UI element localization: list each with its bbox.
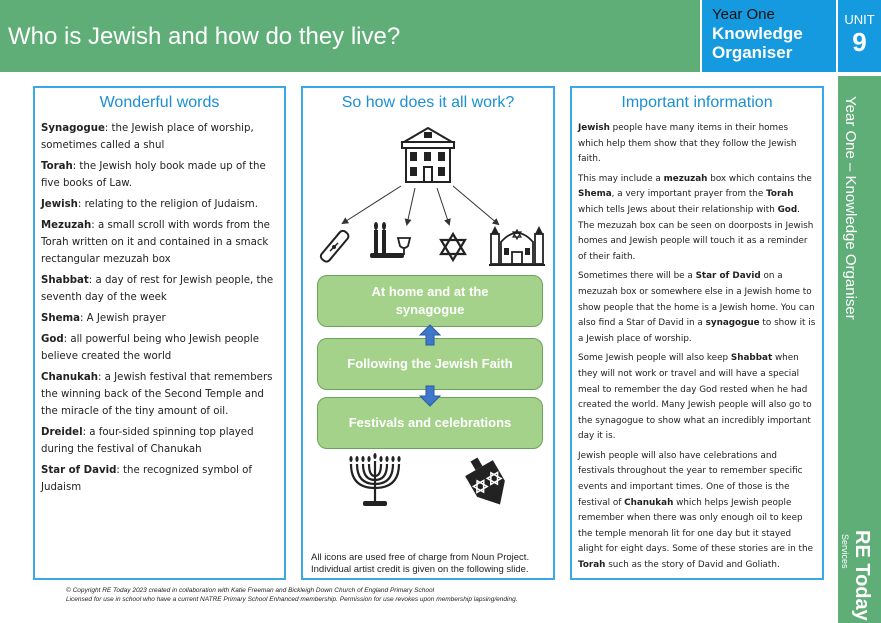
wonderful-words-title: Wonderful words (99, 94, 220, 111)
info-text: which helps Jewish people remember when there was only enough oil to keep the temple menorah lit for one day but it stayed alight for eight days. Some of these stories are in the (578, 497, 813, 555)
info-text: such as the story of David and Goliath. (605, 560, 780, 571)
word-entry (41, 217, 279, 268)
info-keyword: Shabbat (730, 353, 773, 364)
header-bar (0, 0, 700, 72)
word-definition: : all powerful being who Jewish people believe created the world (41, 334, 260, 362)
word-entry (41, 424, 279, 458)
info-text: , a very important prayer from the (611, 189, 767, 200)
info-paragraph (578, 172, 816, 266)
word-entry (41, 462, 279, 496)
info-text: Sometimes there will be a (578, 271, 696, 282)
word-list (41, 120, 279, 500)
up-arrow-icon (419, 324, 441, 346)
info-paragraph (578, 351, 816, 445)
synagogue-icon (489, 220, 545, 266)
info-text: which tells Jews about their relationship with (578, 204, 778, 215)
word-definition: : the Jewish holy book made up of the five books of Law. (41, 161, 266, 189)
word-definition: : a Jewish festival that remembers the winning back of the Second Temple and the miracle of the tiny amount of oil. (41, 372, 273, 417)
word-definition: : a day of rest for Jewish people, the seventh day of the week (41, 275, 274, 303)
word-entry (41, 120, 279, 154)
how-it-works-title: So how does it all work? (341, 94, 515, 111)
shabbat-candles-icon (369, 220, 415, 260)
wonderful-words-panel (33, 86, 286, 580)
page-title: Who is Jewish and how do they live? (8, 23, 401, 50)
word-term: Mezuzah (41, 220, 92, 231)
info-paragraph (578, 121, 816, 168)
footer (66, 586, 518, 604)
word-entry (41, 196, 279, 213)
info-text: Jewish people will also have celebrations and festivals throughout the year to remember specific events and important times. One of those is the festival of (578, 450, 803, 508)
re-today-logo-name: RE Today (851, 530, 873, 621)
unit-badge (838, 0, 881, 72)
copyright-line: © Copyright RE Today 2023 created in collaboration with Katie Freeman and Bickleigh Down Church of England Primary School (66, 587, 435, 594)
info-keyword: mezuzah (663, 173, 708, 184)
how-it-works-panel (301, 86, 555, 580)
year-label: Year One (712, 6, 775, 23)
side-strip (838, 76, 881, 623)
re-today-logo-sub: Services (840, 534, 850, 569)
info-paragraph (578, 269, 816, 347)
info-text: This may include a (578, 173, 664, 184)
mezuzah-icon (317, 230, 351, 264)
important-information-panel (570, 86, 824, 580)
info-text: people have many items in their homes which help them show that they follow the Jewish faith. (578, 123, 797, 165)
word-term: God (41, 334, 64, 345)
down-arrow-icon (419, 385, 441, 407)
information-text (578, 121, 816, 578)
info-keyword: Torah (766, 189, 794, 200)
star-of-david-icon (439, 233, 467, 261)
flow-box-following-faith: Following the Jewish Faith (317, 338, 543, 390)
knowledge-organiser-badge (702, 0, 836, 72)
word-definition: : relating to the religion of Judaism. (77, 199, 258, 210)
flow-box-festivals: Festivals and celebrations (317, 397, 543, 449)
info-keyword: Jewish (578, 123, 610, 133)
word-term: Dreidel (41, 427, 83, 438)
word-entry (41, 158, 279, 192)
info-text: Some Jewish people will also keep (578, 353, 731, 364)
info-text: when they will not work or travel and will have a special meal to remember the day God rested when he had created the world. Many Jewish people will also go to the synagogue to show what an incredibly important day it is. (578, 353, 812, 442)
license-line: Licensed for use in school who have a current NATRE Primary School Enhanced membership. Permission for use revokes upon membership lapsing/ending. (66, 596, 518, 603)
info-keyword: Chanukah (624, 497, 674, 508)
info-keyword: God (777, 204, 798, 215)
info-text: on a mezuzah box or somewhere else in a Jewish home to show people that the home is a Jewish home. You can also find a Star of David in a (578, 271, 815, 329)
word-definition: : a four-sided spinning top played during the festival of Chanukah (41, 427, 254, 455)
word-term: Shema (41, 313, 80, 324)
icon-credit: All icons are used free of charge from Noun Project. Individual artist credit is given on the following slide. (311, 552, 530, 575)
info-text: . The mezuzah box can be seen on doorposts in Jewish homes and Jewish people will touch it as a reminder of their faith. (578, 204, 814, 262)
info-text: to show it is a Jewish place of worship. (578, 318, 816, 344)
word-term: Jewish (41, 199, 78, 210)
info-paragraph (578, 449, 816, 574)
unit-label: UNIT (844, 12, 875, 27)
flow-box-home-synagogue: At home and at the synagogue (317, 275, 543, 327)
info-keyword: synagogue (705, 318, 760, 329)
info-keyword: Star of David (695, 271, 761, 282)
info-text: box which contains the (707, 173, 812, 184)
word-entry (41, 369, 279, 420)
info-keyword: Shema (578, 189, 612, 200)
word-definition: : a small scroll with words from the Torah written on it and contained in a smack rectangular mezuzah box (41, 220, 270, 265)
word-definition: : the Jewish place of worship, sometimes called a shul (41, 123, 254, 151)
word-term: Synagogue (41, 123, 105, 134)
word-term: Star of David (41, 465, 117, 476)
word-term: Torah (41, 161, 73, 172)
unit-number: 9 (852, 27, 867, 57)
word-term: Shabbat (41, 275, 89, 286)
word-entry (41, 331, 279, 365)
word-definition: : the recognized symbol of Judaism (41, 465, 253, 493)
word-entry (41, 310, 279, 327)
side-strip-text: Year One – Knowledge Organiser (842, 96, 859, 320)
info-keyword: Torah (578, 560, 606, 571)
dreidel-icon (459, 454, 515, 510)
important-information-title: Important information (621, 94, 773, 111)
word-entry (41, 272, 279, 306)
re-today-logo (840, 528, 878, 621)
organiser-label: Knowledge Organiser (712, 24, 803, 62)
word-term: Chanukah (41, 372, 99, 383)
word-definition: : A Jewish prayer (80, 313, 166, 324)
menorah-icon (347, 454, 403, 510)
